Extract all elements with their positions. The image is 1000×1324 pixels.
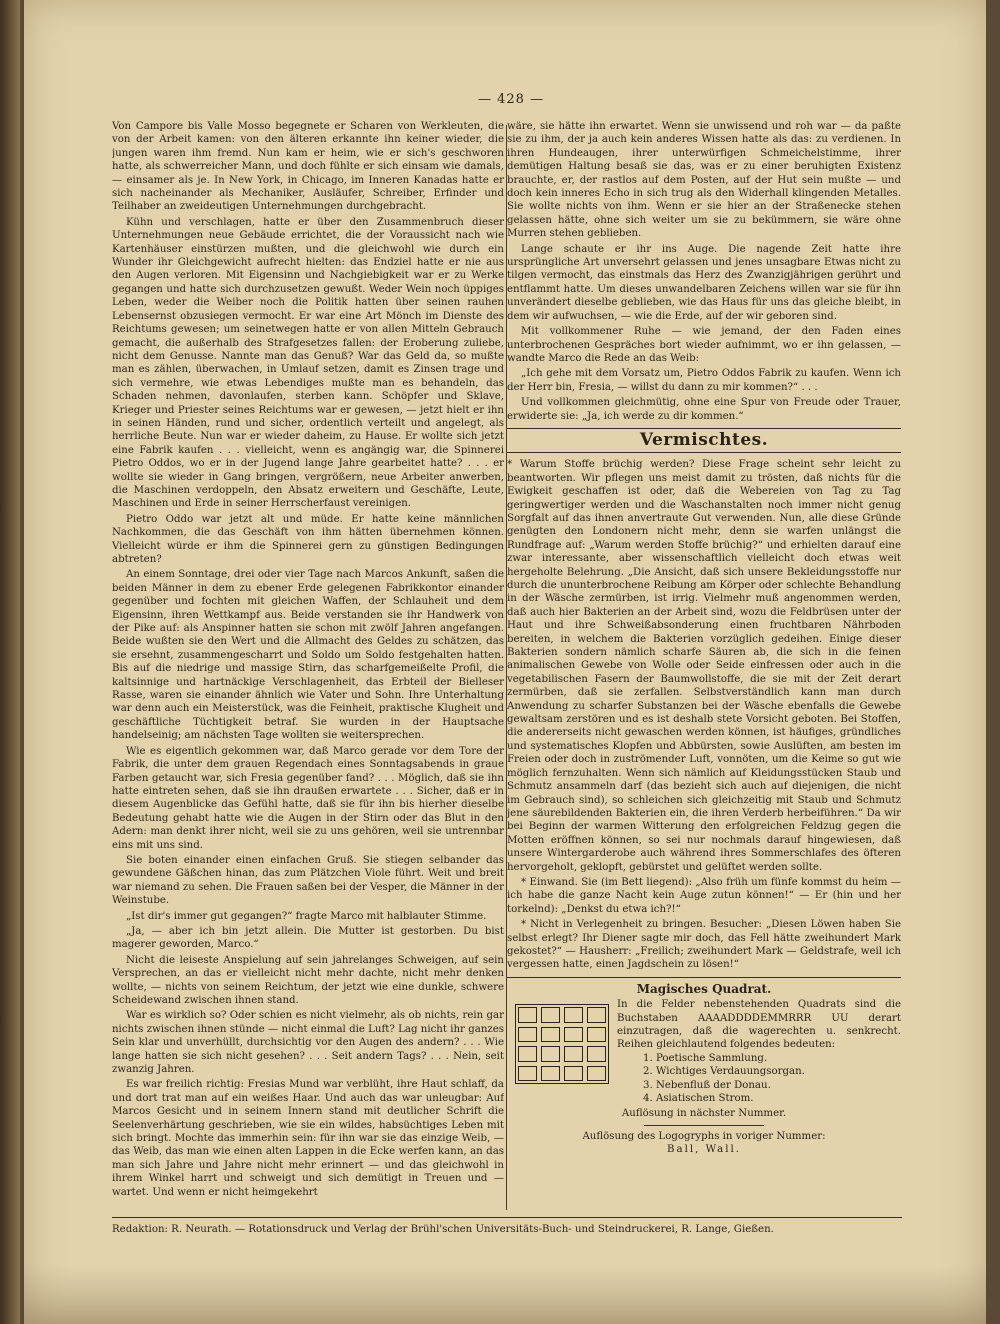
imprint-footer: Redaktion: R. Neurath. — Rotationsdruck und Verlag der Brühl'schen Universitäts-Buch- und Steindruckerei, R. Lange, Gießen. [112,1217,902,1236]
grid-cell [518,1046,537,1062]
misc-heading: Vermischtes. [639,429,769,450]
grid-cell [564,1007,583,1023]
page-shadow [24,1264,986,1324]
left-column [112,120,504,1210]
quadrat-solution-note: Auflösung in nächster Nummer. [621,1108,787,1120]
paragraph: „Ja, — aber ich bin jetzt allein. Die Mutter ist gestorben. Du bist magerer geworden, Marco.“ [112,925,504,951]
previous-solution-label: Auflösung des Logogryphs in voriger Nummer: [582,1130,826,1142]
grid-cell [541,1027,560,1043]
grid-cell [587,1066,606,1082]
paragraph: War es wirklich so? Oder schien es nicht vielmehr, als ob nichts, rein gar nichts zwischen ihnen stünde — nicht einmal die Luft? Lag nicht ihr ganzes Sein klar und unverhüllt, durchsichtig vor den Augen des andern? . . . Wie lange hatten sie sich nicht gesehen? . . . Seit andern Tags? . . . Nein, seit zwanzig Jahren. [112,1010,504,1076]
right-column [507,120,901,1210]
paragraph: Sie boten einander einen einfachen Gruß. Sie stiegen selbander das gewundene Gäßchen hinan, das zum Plätzchen Viole führt. Weit und breit war niemand zu sehen. Die Frauen saßen bei der Vesper, die Männer in der Weinstube. [112,854,504,907]
grid-cell [587,1046,606,1062]
book-spine [0,0,20,1324]
quadrat-heading: Magisches Quadrat. [636,981,772,996]
section-rule [507,452,901,453]
paragraph: * Warum Stoffe brüchig werden? Diese Frage scheint sehr leicht zu beantworten. Wir pflegen uns meist damit zu trösten, daß nichts für die Ewigkeit geschaffen ist oder, daß die Webereien von Tag zu Tag geringwertiger werden und die Waschanstalten noch immer nicht genug Sorgfalt auf das ihnen anvertraute Gut verwenden. Nun, alle diese Gründe genügten den Londonern nicht mehr, denn sie warfen unlängst die Rundfrage auf: „Warum werden Stoffe brüchig?“ und erhielten darauf eine zwar interessante, aber wissenschaftlich vielleicht doch etwas weit hergeholte Belehrung. „Die Ansicht, daß sich unsere Bekleidungsstoffe nur durch die ununterbrochene Reibung am Körper oder schlechte Behandlung in der Wäsche zermürben, ist irrig. Vielmehr muß angenommen werden, daß auch hier Bakterien an der Arbeit sind, wozu die Feldbrüsen unter der Haut und ihre Schweißabsonderung einen fruchtbaren Nährboden bereiten, in welchem die Bakterien vorzüglich gedeihen. Einige dieser Bakterien sondern nämlich scharfe Säuren ab, die sich in die feinen animalischen Gewebe von Wolle oder Seide einfressen oder auch in die vegetabilischen Fasern der Baumwollstoffe, die sie mit der Zeit derart zermürben, daß sie zerfallen. Selbstverständlich kann man durch Anwendung zu scharfer Substanzen bei der Wäsche ebenfalls die Gewebe gewaltsam zerstören und es ist deshalb stete Vorsicht geboten. Bei Stoffen, die andererseits nicht gewaschen werden können, ist häufiges, gründliches und systematisches Klopfen und Abbürsten, sowie Auslüften, am besten im Freien oder doch in zuströmender Luft, vonnöten, um die Keime so gut wie möglich fernzuhalten. Wenn sich nämlich auf Kleidungsstücken Staub und Schmutz ansammeln darf (das bezieht sich auch auf diejenigen, die nicht im Gebrauch sind), so schleichen sich gleichzeitig mit Staub und Schmutz jene säurebildenden Bakterien ein, die ihren Verderb herbeiführen.“ Da wir bei Beginn der warmen Witterung den erfolgreichen Feldzug gegen die Motten eröffnen können, so sei nur nochmals darauf hingewiesen, daß unsere Wintergarderobe auch während ihres Sommerschlafes des öfteren hervorgeholt, geklopft, gebürstet und gelüftet werden sollte. [507,459,901,873]
paragraph: Und vollkommen gleichmütig, ohne eine Spur von Freude oder Trauer, erwiderte sie: „Ja, ich werde zu dir kommen.“ [507,397,901,422]
paragraph: „Ich gehe mit dem Vorsatz um, Pietro Oddos Fabrik zu kaufen. Wenn ich der Herr bin, Fresia, — willst du dann zu mir kommen?“ . . . [507,368,901,393]
quadrat-text [617,998,901,1105]
paragraph: Nicht die leiseste Anspielung auf sein jahrelanges Schweigen, auf sein Versprechen, an das er vielleicht nicht mehr dachte, nicht mehr denken wollte, — nichts von seinem Reichtum, der jetzt wie eine dunkle, schwere Scheidewand zwischen ihnen stand. [112,954,504,1006]
paragraph: Es war freilich richtig: Fresias Mund war verblüht, ihre Haut schlaff, da und dort trat man auf ein weißes Haar. Und auch das war unleugbar: Auf Marcos Gesicht und in seinem Innern stand mit deutlicher Schrift die Seelenverhärtung geschrieben, wie sie ein wildes, habsüchtiges Leben mit sich bringt. Mochte das immerhin sein: für ihn war sie das einzige Weib, — das Weib, das man wie einen alten Lappen in die Ecke werfen kann, an das man sich Jahre und Jahre nicht mehr erinnert — und das gleichwohl in ihrem Winkel harrt und schweigt und sich demütigt in Treuen und — wartet. Und wenn er nicht heimgekehrt [112,1079,504,1198]
previous-solution: Ball, Wall. [667,1144,741,1156]
misc-items [507,458,901,971]
grid-cell [587,1027,606,1043]
small-rule [644,1125,764,1126]
quadrat-item-1: 1. Poetische Sammlung. [643,1052,768,1064]
paragraph: Kühn und verschlagen, hatte er über den Zusammenbruch dieser Unternehmungen neue Gebäude errichtet, die der Voraussicht nach wie Kartenhäuser einstürzen mußten, und die gleichwohl wie durch ein Wunder ihr Gleichgewicht aufrecht hielten: das Endziel hatte er nie aus den Augen verloren. Mit Eigensinn und Nachgiebigkeit war er zu Werke gegangen und hatte sich durchzusetzen gewußt. Weder Wein noch üppiges Leben, weder die Weiber noch die Politik hatten über seinen rauhen Lebensernst obzusiegen vermocht. Er war eine Art Mönch im Dienste des Reichtums gewesen; um seinetwegen hatte er von allen Mitteln Gebrauch gemacht, die außerhalb des Strafgesetzes fallen: der Eroberung zuliebe, nicht dem Genusse. Nannte man das Genuß? War das Geld da, so mußte man es zählen, überwachen, in Umlauf setzen, damit es Zinsen trage und sich vermehre, wie etwas Lebendiges mußte man es behandeln, das Schaden nehmen, davonlaufen, sterben kann. Schöpfer und Sklave, Krieger und Priester seines Reichtums war er gewesen, — jetzt hielt er ihn in seinen Händen, rund und sicher, ordentlich verteilt und angelegt, als herrliche Beute. Nun war er wieder daheim, zu Hause. Er wollte sich jetzt eine Fabrik kaufen . . . vielleicht, wenn es angängig war, die Spinnerei Pietro Oddos, wo er in der Jugend lange Jahre gearbeitet hatte? . . . er wollte sie wieder in Gang bringen, vergrößern, neue Arbeiter anwerben, die Maschinen verdoppeln, den Absatz erweitern und Geschäfte, Leute, Maschinen und Erde in seiner Herrscherfaust vereinigen. [112,216,504,510]
grid-cell [541,1046,560,1062]
section-rule [507,977,901,978]
story-continuation [507,120,901,423]
grid-cell [587,1007,606,1023]
paragraph: Pietro Oddo war jetzt alt und müde. Er hatte keine männlichen Nachkommen, die das Geschäft von ihm hätten übernehmen können. Vielleicht würde er ihm die Spinnerei gern zu günstigen Bedingungen abtreten? [112,513,504,565]
grid-cell [541,1066,560,1082]
paragraph: Lange schaute er ihr ins Auge. Die nagende Zeit hatte ihre ursprüngliche Art unversehrt gelassen und jenes unsagbare Etwas nicht zu tilgen vermocht, das einstmals das Herz des Zwanzigjährigen gerührt und entflammt hatte. Um dieses unwandelbaren Zeichens willen war sie für ihn unverändert dieselbe geblieben, wie das Haus für uns das gleiche bleibt, in dem wir aufwuchsen, — wie die Erde, auf der wir geboren sind. [507,243,901,322]
paragraph: Mit vollkommener Ruhe — wie jemand, der den Faden eines unterbrochenen Gespräches bort wieder aufnimmt, wo er ihn gelassen, — wandte Marco die Rede an das Weib: [507,326,901,364]
paragraph: * Einwand. Sie (im Bett liegend): „Also früh um fünfe kommst du heim — ich habe die ganze Nacht kein Auge zutun können!“ — Er (hin und her torkelnd): „Denkst du etwa ich?!“ [507,876,901,915]
quadrat-intro: In die Felder nebenstehenden Quadrats sind die Buchstaben AAAADDDDEMMRRR UU derart einzutragen, daß die wagerechten u. senkrecht. Reihen gleichlautend folgendes bedeuten: [617,999,901,1051]
grid-cell [564,1066,583,1082]
quadrat-item-3: 3. Nebenfluß der Donau. [643,1079,771,1091]
quadrat-item-2: 2. Wichtiges Verdauungsorgan. [643,1066,805,1078]
quadrat-block [507,998,901,1105]
paragraph: wäre, sie hätte ihn erwartet. Wenn sie unwissend und roh war — da paßte sie zu ihm, der ja auch kein anderes Wissen hatte als das: zu verdienen. In ihren Hundeaugen, ihrer unterwürfigen Schmeichelstimme, ihrer demütigen Haltung besaß sie das, was er zu einer beruhigten Existenz brauchte, er, der rastlos auf dem Posten, auf der Hut sein mußte — und doch kein inneres Echo in sich trug als den Widerhall klingenden Metalles. Sie wollte nichts von ihm. Wenn er sie hier an der Straßenecke stehen gelassen hätte, ohne sich weiter um sie zu bekümmern, sie wäre ohne Murren stehen geblieben. [507,121,901,240]
paragraph: „Ist dir's immer gut gegangen?“ fragte Marco mit halblauter Stimme. [126,910,487,922]
grid-cell [564,1046,583,1062]
paragraph: Von Campore bis Valle Mosso begegnete er Scharen von Werkleuten, die von der Arbeit kamen: von den älteren erkannte ihn keiner wieder, die jungen waren ihm fremd. Nun kam er heim, wie er sich's geschworen hatte, als schwerreicher Mann, und doch fühlte er sich einsam wie damals, — einsamer als je. In New York, in Chicago, im Inneren Kanadas hatte er sich nacheinander als Mechaniker, Ausläufer, Schreiber, Erfinder und Teilhaber an zweideutigen Unternehmungen durchgebracht. [112,121,504,213]
grid-cell [518,1027,537,1043]
quadrat-item-4: 4. Asiatischen Strom. [643,1093,754,1105]
grid-cell [564,1027,583,1043]
paragraph: An einem Sonntage, drei oder vier Tage nach Marcos Ankunft, saßen die beiden Männer in dem zu ebener Erde gelegenen Fabrikkontor einander gegenüber und fochten mit gleichen Waffen, der Schlauheit und dem Eigensinn, ihren Wettkampf aus. Beide verstanden sie ihr Handwerk von der Pike auf: als Anspinner hatten sie schon mit zwölf Jahren angefangen. Beide wußten sie den Wert und die Allmacht des Geldes zu schätzen, das sie ersehnt, zusammengescharrt und Soldo um Soldo festgehalten hatten. Bis auf die niedrige und massige Stirn, das scharfgemeißelte Profil, die kaltsinnige und hartnäckige Verschlagenheit, das Erbteil der Bielleser Rasse, waren sie einander ähnlich wie Vater und Sohn. Ihre Unterhaltung war denn auch ein Meisterstück, was die Feinheit, praktische Klugheit und geschäftliche Tüchtigkeit betraf. Sie wurden in der Hauptsache handelseinig; am nächsten Tage wollten sie weitersprechen. [112,569,504,742]
grid-cell [518,1007,537,1023]
page-number: — 428 — [478,92,545,107]
section-rule [507,428,901,429]
grid-cell [541,1007,560,1023]
magic-square-grid [515,1004,609,1084]
paragraph: Wie es eigentlich gekommen war, daß Marco gerade vor dem Tore der Fabrik, die unter dem grauen Regendach eines Sonntagsabends in graue Farben getaucht war, sich Fresia gegenüber fand? . . . Möglich, daß sie ihn hatte eintreten sehen, daß sie ihn draußen erwartete . . . Sicher, daß er in diesem Augenblicke das Gefühl hatte, daß sie für ihn bis hierher dieselbe Bedeutung gehabt hatte wie die Augen in der Stirn oder das Blut in den Adern: man denkt ihrer nicht, weil sie zu uns gehören, weil sie untrennbar eins mit uns sind. [112,745,504,851]
grid-cell [518,1066,537,1082]
paragraph: * Nicht in Verlegenheit zu bringen. Besucher: „Diesen Löwen haben Sie selbst erlegt? Ihr Diener sagte mir doch, das Fell hätte zweihundert Mark gekostet?“ — Hausherr: „Freilich; zweihundert Mark — Geldstrafe, weil ich vergessen hatte, einen Jagdschein zu lösen!“ [507,919,901,971]
